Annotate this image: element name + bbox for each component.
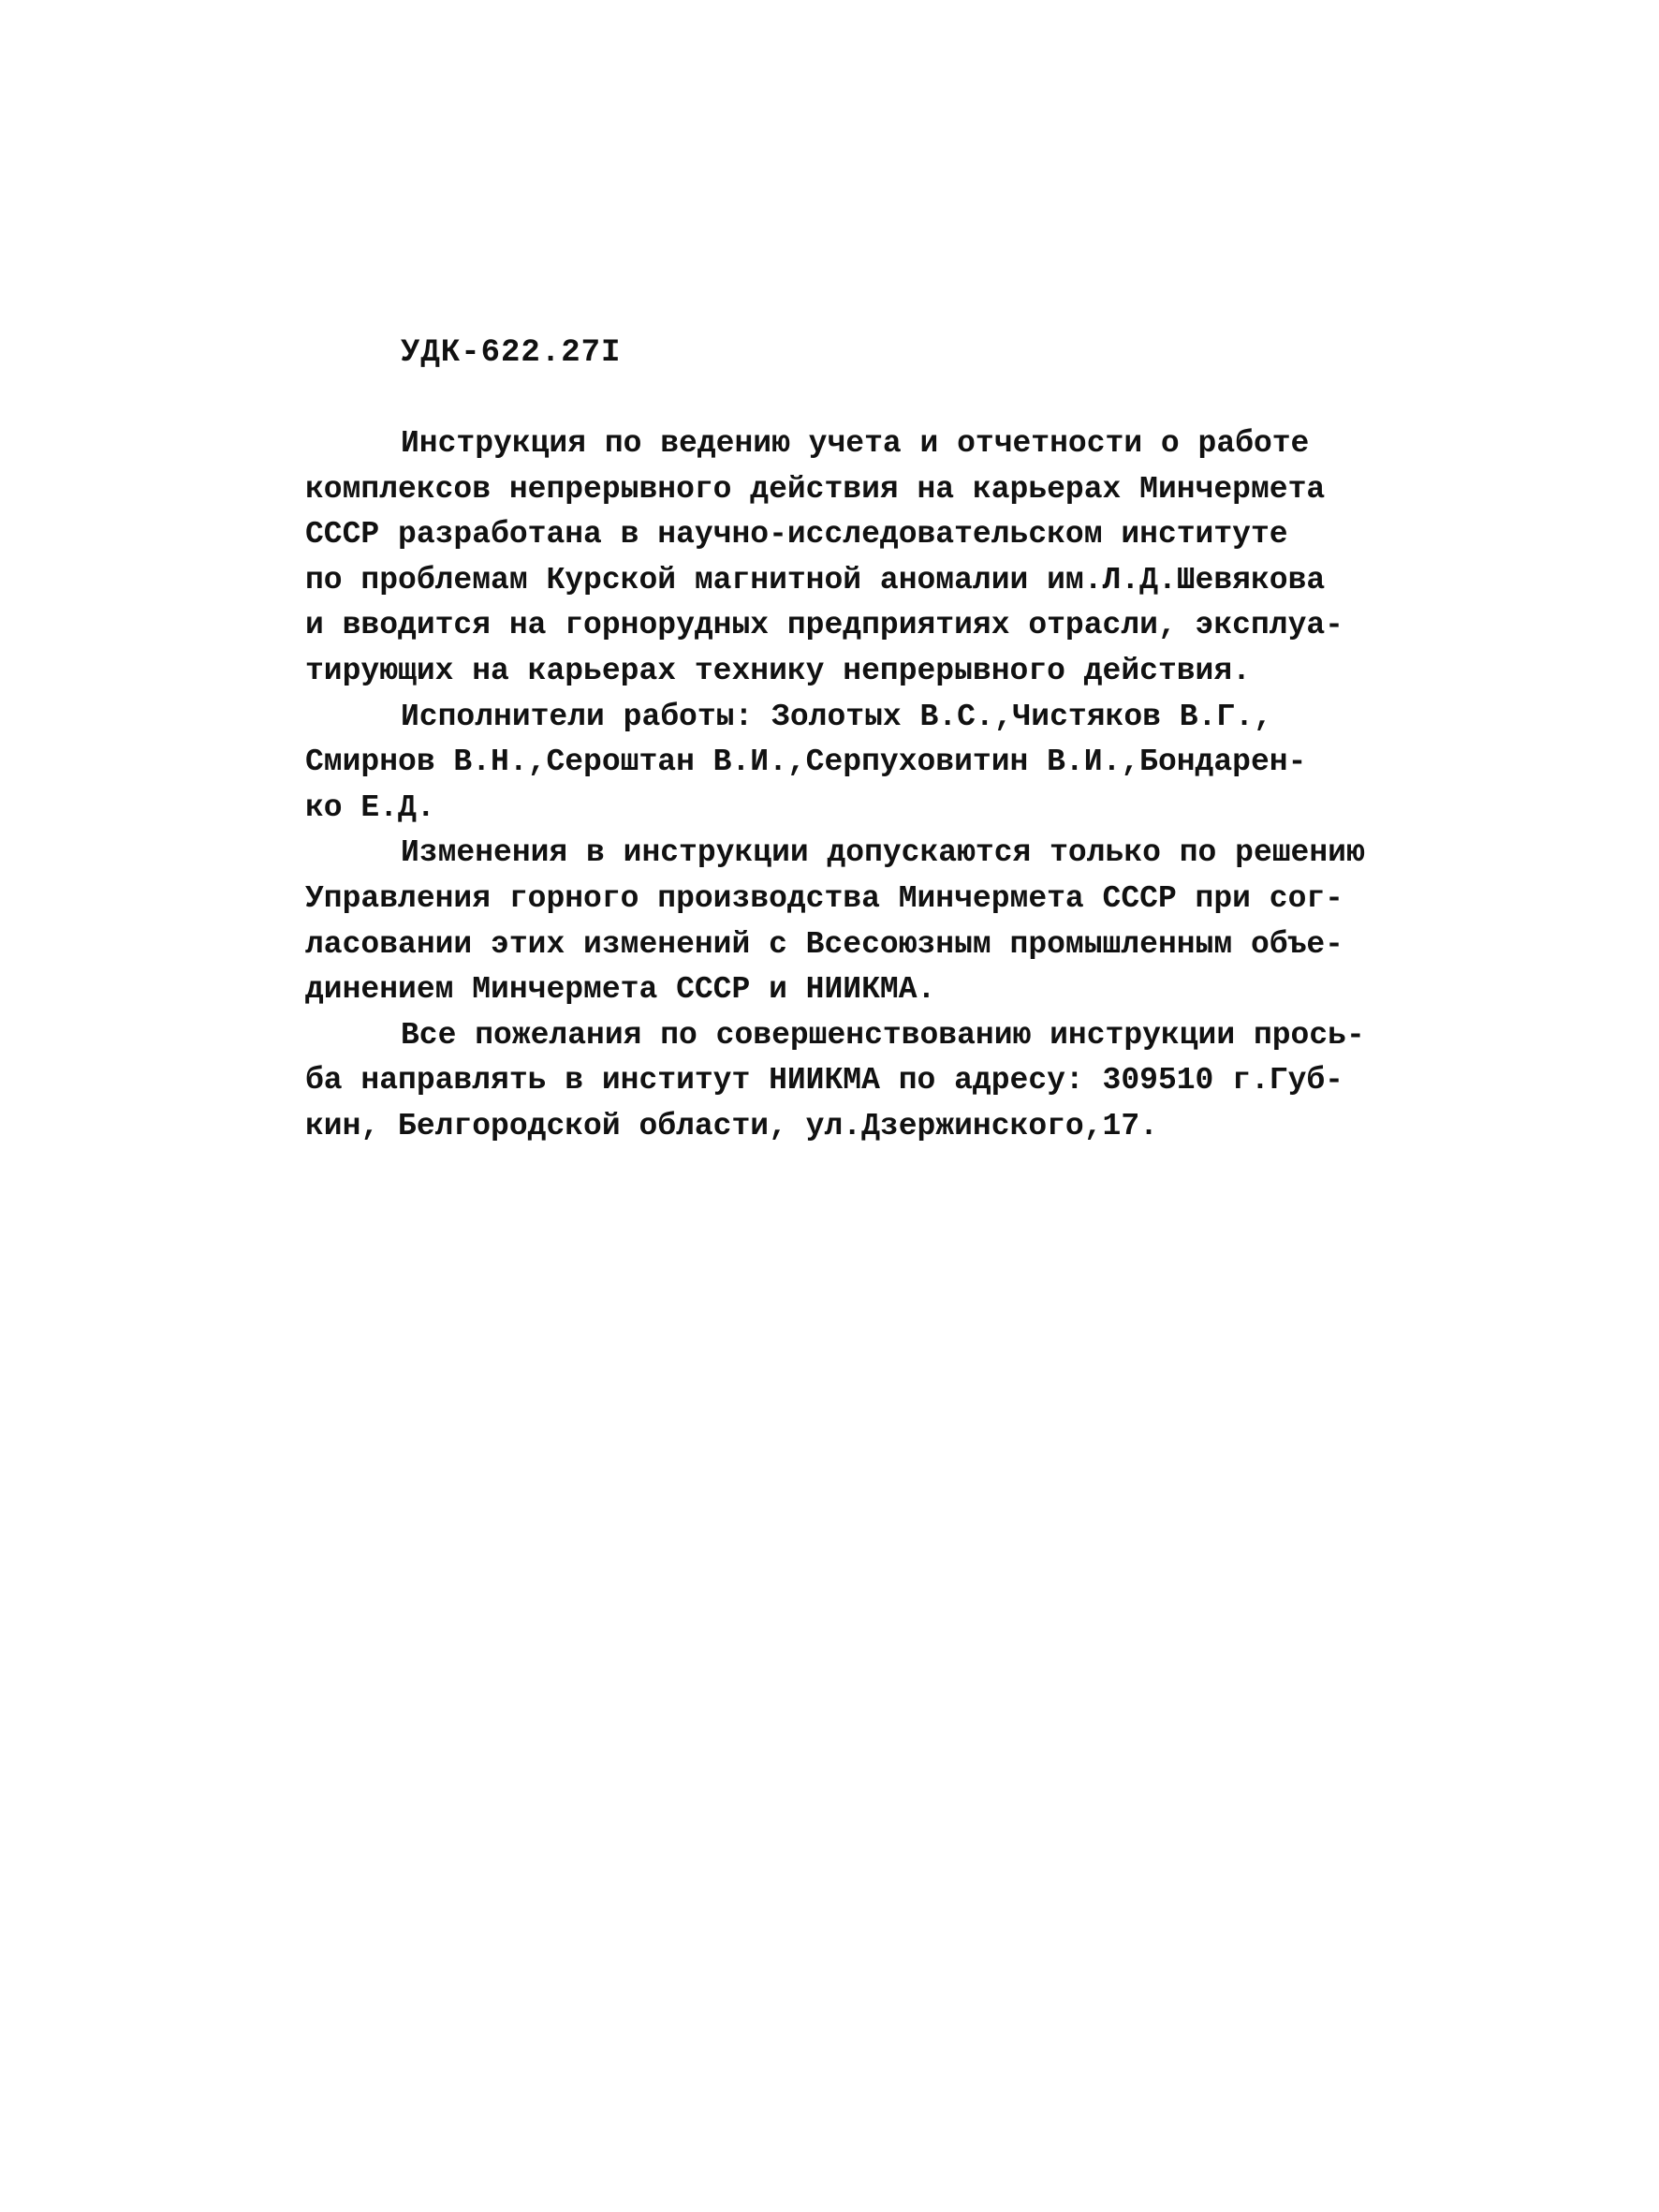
text-line: и вводится на горнорудных предприятиях отрасли, эксплуа-	[305, 608, 1343, 643]
text-line: Инструкция по ведению учета и отчетности о работе	[401, 426, 1310, 461]
text-line: динением Минчермета СССР и НИИКМА.	[305, 972, 936, 1008]
udk-code: УДК-622.27I	[401, 335, 622, 371]
text-line: кин, Белгородской области, ул.Дзержинского,17.	[305, 1108, 1158, 1143]
text-line: ба направлять в институт НИИКМА по адресу: 309510 г.Губ-	[305, 1063, 1343, 1099]
text-line: Управления горного производства Минчермета СССР при сог-	[305, 880, 1343, 916]
text-line: ласовании этих изменений с Всесоюзным промышленным объе-	[305, 926, 1343, 962]
text-line: по проблемам Курской магнитной аномалии им.Л.Д.Шевякова	[305, 562, 1326, 597]
text-line: Изменения в инструкции допускаются только по решению	[401, 835, 1365, 871]
text-line: СССР разработана в научно-исследовательском институте	[305, 517, 1288, 553]
text-line: Исполнители работы: Золотых В.С.,Чистяков В.Г.,	[401, 699, 1272, 734]
text-line: Смирнов В.Н.,Сероштан В.И.,Серпуховитин В.И.,Бондарен-	[305, 745, 1307, 780]
text-line: комплексов непрерывного действия на карьерах Минчермета	[305, 471, 1326, 507]
text-line: ко Е.Д.	[305, 789, 435, 825]
document-body	[305, 421, 1485, 1150]
text-line: тирующих на карьерах технику непрерывного действия.	[305, 653, 1251, 688]
text-line: Все пожелания по совершенствованию инструкции прось-	[401, 1017, 1365, 1053]
